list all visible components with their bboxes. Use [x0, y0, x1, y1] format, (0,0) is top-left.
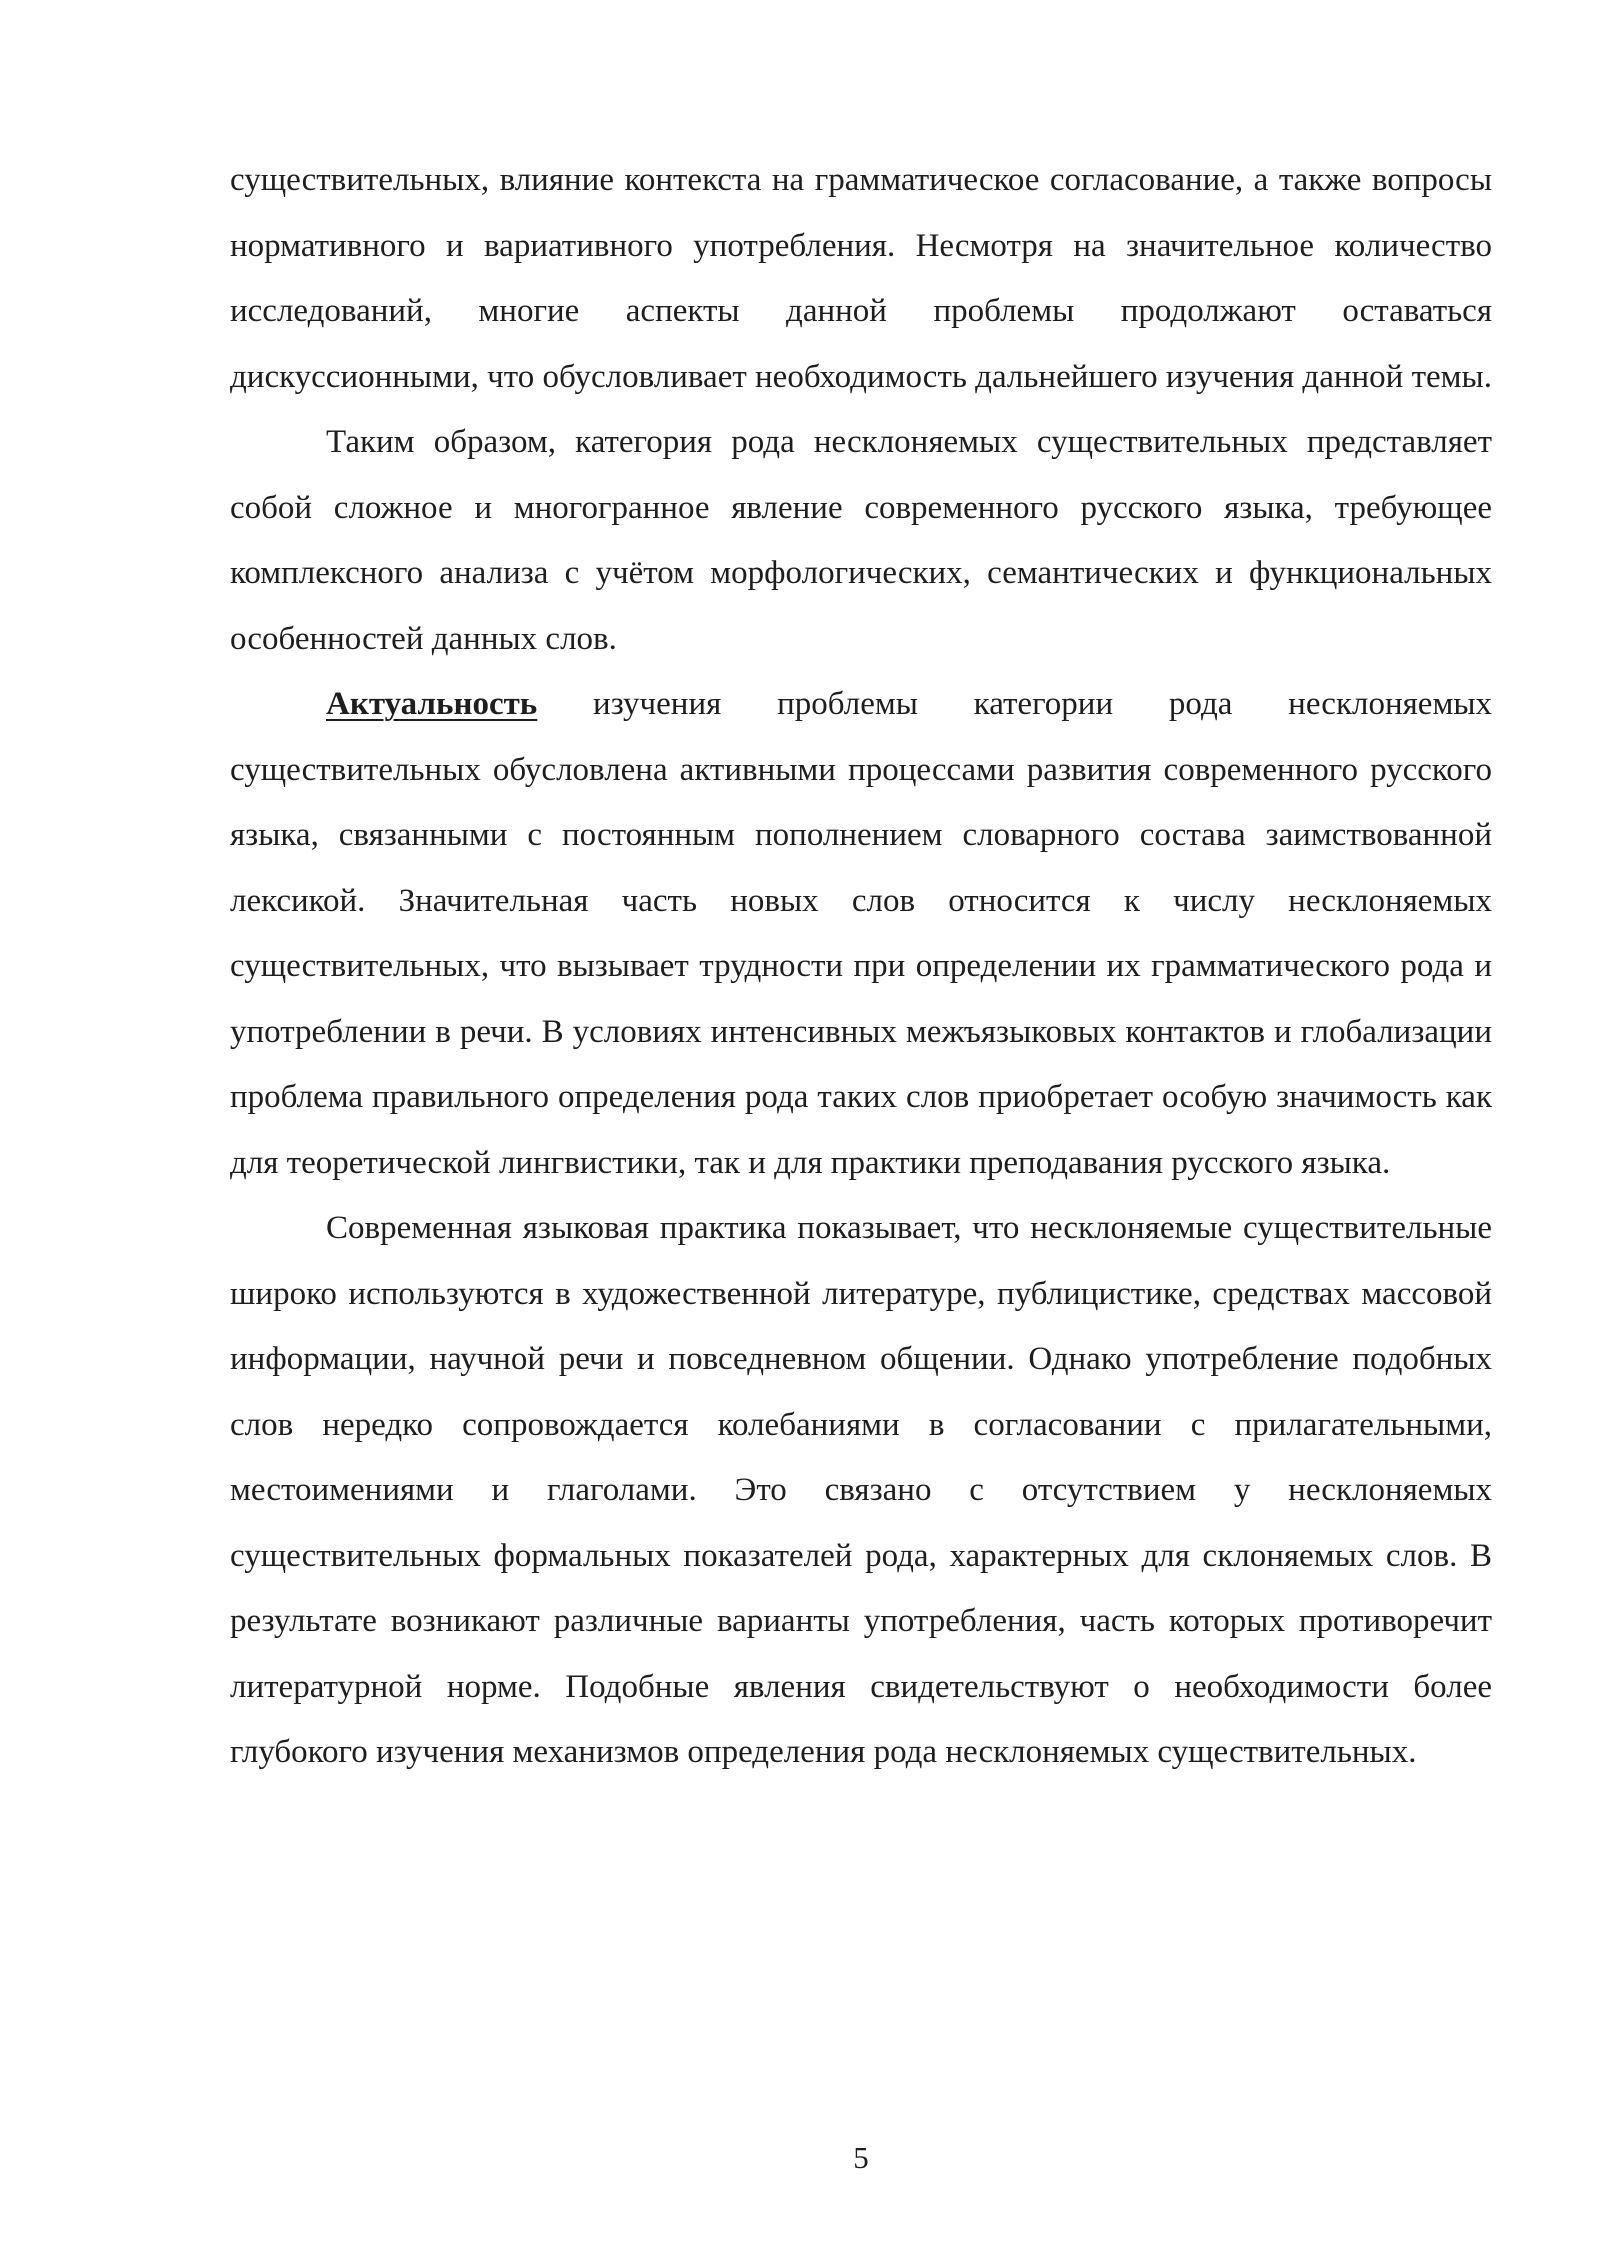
page-number: 5 — [853, 2140, 869, 2175]
relevance-heading: Актуальность — [326, 686, 538, 722]
paragraph-text: Современная языковая практика показывает, что несклоняемые существительные широко используются в художественной литературе, публицистике, средствах массовой информации, научной речи и повседневном общении. Однако употребление подобных слов нередко сопровождается колебаниями в согласовании с прилагательными, местоимениями и глаголами. Это связано с отсутствием у несклоняемых существительных формальных показателей рода, характерных для склоняемых слов. В результате возникают различные варианты употребления, часть которых противоречит литературной норме. Подобные явления свидетельствуют о необходимости более глубокого изучения механизмов определения рода несклоняемых существительных. — [230, 1210, 1492, 1770]
paragraph-continuation — [230, 148, 1492, 410]
paragraph-text: существительных, влияние контекста на грамматическое согласование, а также вопросы нормативного и вариативного употребления. Несмотря на значительное количество исследований, многие аспекты данной проблемы продолжают оставаться дискуссионными, что обусловливает необходимость дальнейшего изучения данной темы. — [230, 162, 1492, 395]
paragraph-conclusion — [230, 410, 1492, 672]
paragraph-text: Таким образом, категория рода несклоняемых существительных представляет собой сложное и многогранное явление современного русского языка, требующее комплексного анализа с учётом морфологических, семантических и функциональных особенностей данных слов. — [230, 424, 1492, 657]
body-text — [230, 148, 1492, 1786]
paragraph-practice — [230, 1196, 1492, 1786]
paragraph-text: изучения проблемы категории рода несклоняемых существительных обусловлена активными процессами развития современного русского языка, связанными с постоянным пополнением словарного состава заимствованной лексикой. Значительная часть новых слов относится к числу несклоняемых существительных, что вызывает трудности при определении их грамматического рода и употреблении в речи. В условиях интенсивных межъязыковых контактов и глобализации проблема правильного определения рода таких слов приобретает особую значимость как для теоретической лингвистики, так и для практики преподавания русского языка. — [230, 686, 1492, 1181]
paragraph-relevance — [230, 672, 1492, 1196]
